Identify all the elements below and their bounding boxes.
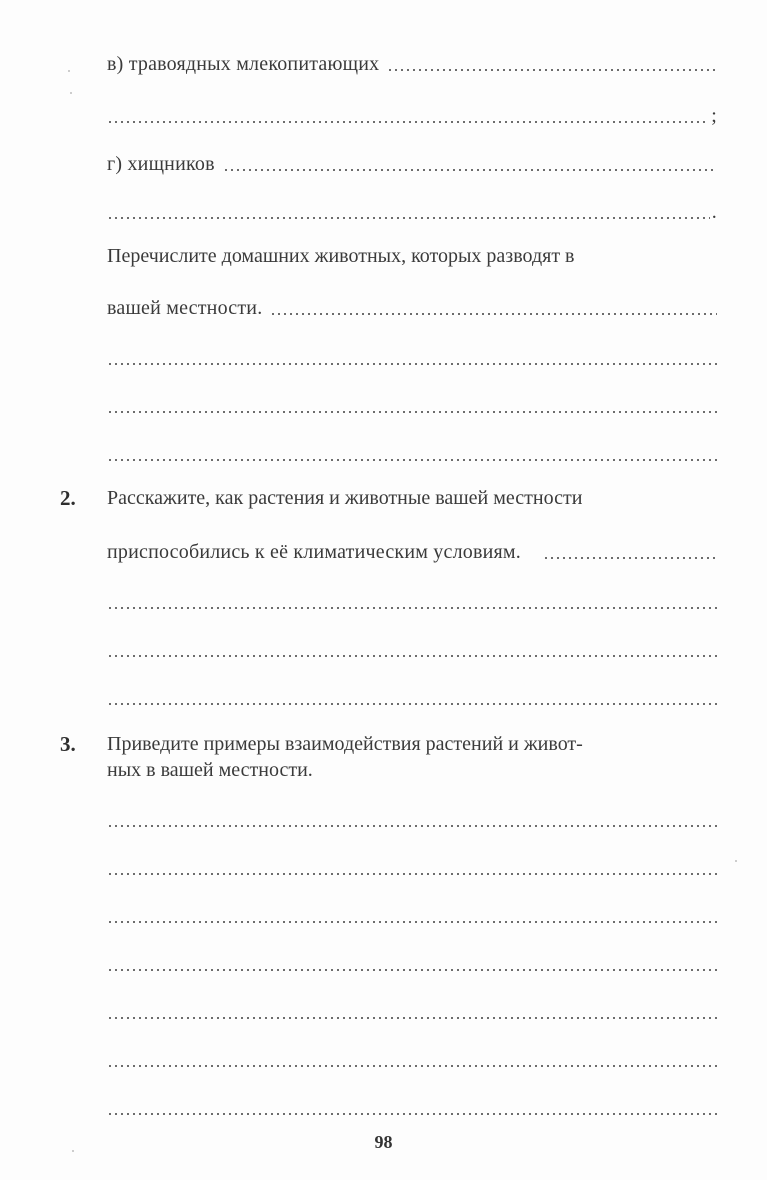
answer-line[interactable] (107, 98, 717, 128)
answer-line-domestic[interactable] (107, 290, 717, 320)
page-number: 98 (374, 1132, 393, 1152)
item-herbivores-label: в) травоядных млекопитающих (107, 53, 380, 75)
dotted-fill (107, 1064, 717, 1068)
answer-line[interactable] (107, 802, 717, 832)
answer-line[interactable] (107, 194, 717, 224)
answer-line[interactable] (107, 436, 717, 466)
answer-line-predators[interactable] (107, 146, 717, 176)
item-predators-label: г) хищников (107, 153, 215, 175)
answer-line[interactable] (107, 1090, 717, 1120)
answer-line[interactable] (107, 584, 717, 614)
line-end-punctuation: . (711, 201, 717, 223)
dotted-fill (107, 1016, 717, 1020)
question-3-text-cont: ных в вашей местности. (107, 759, 313, 781)
answer-line[interactable] (107, 1042, 717, 1072)
answer-line[interactable] (107, 946, 717, 976)
dotted-fill (107, 362, 717, 366)
dotted-fill (387, 68, 717, 72)
question-2-number: 2. (60, 486, 76, 510)
dotted-fill (107, 216, 710, 220)
dotted-fill (107, 920, 717, 924)
dotted-fill (107, 458, 717, 462)
answer-line[interactable] (107, 340, 717, 370)
scan-speck (68, 70, 70, 72)
dotted-fill (107, 606, 717, 610)
line-end-punctuation: ; (711, 105, 717, 127)
scan-speck (72, 1150, 74, 1152)
dotted-fill (543, 556, 717, 560)
answer-line[interactable] (107, 680, 717, 710)
dotted-fill (107, 968, 717, 972)
answer-line[interactable] (107, 388, 717, 418)
answer-line[interactable] (107, 994, 717, 1024)
question-3-number: 3. (60, 732, 76, 756)
scan-speck (735, 860, 737, 862)
dotted-fill (107, 702, 717, 706)
dotted-fill (107, 654, 717, 658)
domestic-animals-prompt: Перечислите домашних животных, которых разводят в (107, 245, 575, 267)
dotted-fill (107, 824, 717, 828)
dotted-fill (270, 312, 717, 316)
answer-line-question-2[interactable] (107, 534, 717, 564)
scan-speck (70, 92, 72, 94)
dotted-fill (107, 410, 717, 414)
question-3-text: Приведите примеры взаимодействия растений и живот- (107, 733, 583, 755)
answer-line[interactable] (107, 850, 717, 880)
dotted-fill (223, 168, 717, 172)
dotted-fill (107, 120, 709, 124)
answer-line[interactable] (107, 898, 717, 928)
question-2-text-cont: приспособились к её климатическим условиям. (107, 541, 521, 563)
answer-line-herbivores[interactable] (107, 46, 717, 76)
answer-line[interactable] (107, 632, 717, 662)
dotted-fill (107, 872, 717, 876)
domestic-animals-prompt-end: вашей местности. (107, 297, 263, 319)
question-2-text: Расскажите, как растения и животные вашей местности (107, 487, 583, 509)
dotted-fill (107, 1112, 717, 1116)
